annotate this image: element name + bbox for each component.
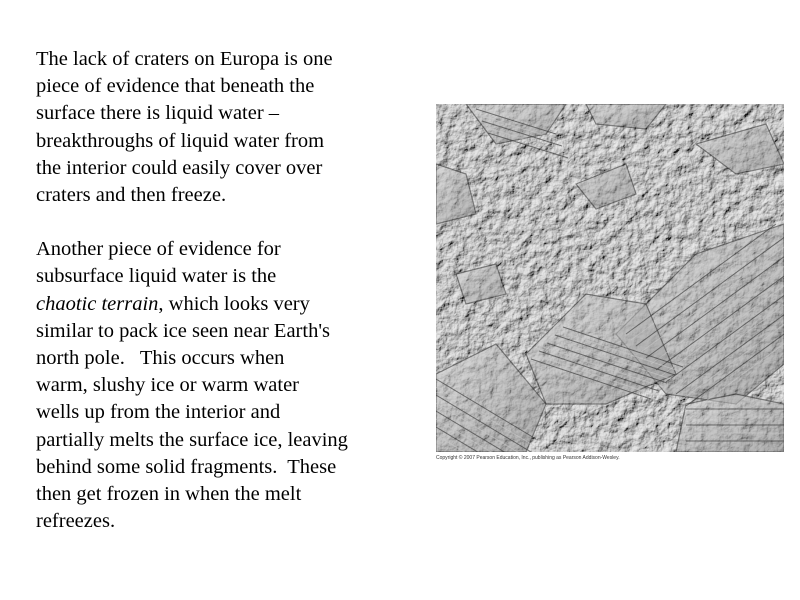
text-line: subsurface liquid water is the [36, 265, 277, 288]
ice-slab [676, 394, 784, 452]
text-line: partially melts the surface ice, leaving [36, 428, 348, 451]
text-line: craters and then freeze. [36, 184, 227, 207]
text-fragment: , which looks very [158, 292, 310, 315]
text-line: similar to pack ice seen near Earth's [36, 319, 330, 342]
paragraph-gap [36, 209, 421, 236]
europa-chaotic-terrain-image [436, 104, 784, 452]
text-line: the interior could easily cover over [36, 156, 323, 179]
text-line: wells up from the interior and [36, 401, 281, 424]
text-line: refreezes. [36, 510, 116, 533]
terrain-photo [436, 104, 784, 452]
text-line: Another piece of evidence for [36, 238, 281, 261]
text-line: breakthroughs of liquid water from [36, 129, 325, 152]
text-line: behind some solid fragments. These [36, 455, 337, 478]
text-line [36, 291, 421, 318]
text-line: north pole. This occurs when [36, 347, 285, 370]
chaotic-terrain-term: chaotic terrain [36, 292, 159, 315]
body-text [36, 46, 421, 535]
image-copyright-caption: Copyright © 2007 Pearson Education, Inc., publishing as Pearson Addison-Wesley. [436, 455, 620, 461]
text-line: surface there is liquid water – [36, 102, 280, 125]
text-line: piece of evidence that beneath the [36, 75, 315, 98]
text-line: The lack of craters on Europa is one [36, 48, 333, 70]
text-line: then get frozen in when the melt [36, 483, 302, 506]
text-line: warm, slushy ice or warm water [36, 374, 299, 397]
